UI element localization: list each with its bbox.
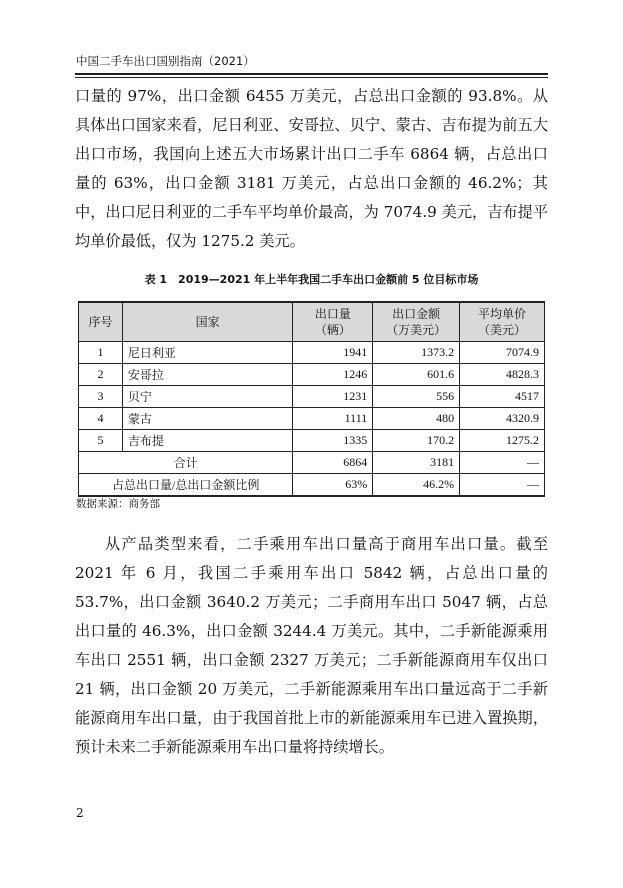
total-unit-price: — <box>460 452 545 474</box>
total-label: 合计 <box>79 452 293 474</box>
share-amount: 46.2% <box>373 474 460 497</box>
share-label: 占总出口量/总出口金额比例 <box>79 474 293 497</box>
row-volume: 1941 <box>293 342 373 364</box>
table-row <box>79 364 545 386</box>
header-amount-line1: 出口金额 <box>392 307 441 321</box>
row-amount: 556 <box>373 386 460 408</box>
body-paragraph-1: 口量的 97%，出口金额 6455 万美元，占总出口金额的 93.8%。从具体出口国家来看，尼日利亚、安哥拉、贝宁、蒙古、吉布提为前五大出口市场，我国向上述五大市场累计出口二手车 6864 辆，占总出口量的 63%，出口金额 3181 万美元，占总出口金额的 46.2%；其中，出口尼日利亚的二手车平均单价最高，为 7074.9 美元，吉布提平均单价最低，仅为 1275.2 美元。 <box>75 87 548 250</box>
row-index: 4 <box>79 408 123 430</box>
row-volume: 1111 <box>293 408 373 430</box>
page-number: 2 <box>76 806 84 820</box>
header-rule-thick <box>75 73 548 75</box>
row-amount: 170.2 <box>373 430 460 452</box>
row-country: 尼日利亚 <box>122 342 292 364</box>
header-index: 序号 <box>79 302 123 342</box>
row-amount: 1373.2 <box>373 342 460 364</box>
row-country: 安哥拉 <box>122 364 292 386</box>
total-volume: 6864 <box>293 452 373 474</box>
row-index: 3 <box>79 386 123 408</box>
row-unit-price: 4828.3 <box>460 364 545 386</box>
row-volume: 1246 <box>293 364 373 386</box>
row-volume: 1335 <box>293 430 373 452</box>
total-amount: 3181 <box>373 452 460 474</box>
row-index: 1 <box>79 342 123 364</box>
header-volume-line1: 出口量 <box>314 307 351 321</box>
row-index: 5 <box>79 430 123 452</box>
data-source-note: 数据来源：商务部 <box>76 498 160 510</box>
export-markets-table <box>78 301 545 497</box>
row-index: 2 <box>79 364 123 386</box>
table-caption: 表 1 2019—2021 年上半年我国二手车出口金额前 5 位目标市场 <box>144 273 479 286</box>
table-row <box>79 408 545 430</box>
table-row <box>79 342 545 364</box>
row-unit-price: 7074.9 <box>460 342 545 364</box>
table-row <box>79 386 545 408</box>
body-paragraph-2: 从产品类型来看，二手乘用车出口量高于商用车出口量。截至 2021 年 6 月，我国二手乘用车出口 5842 辆，占总出口量的 53.7%，出口金额 3640.2 万美元；二手商用车出口 5047 辆，占总出口量的 46.3%，出口金额 3244.4 万美元。其中，二手新能源乘用车出口 2551 辆，出口金额 2327 万美元；二手新能源商用车仅出口 21 辆，出口金额 20 万美元，二手新能源乘用车出口量远高于二手新能源商用车出口量，由于我国首批上市的新能源乘用车已进入置换期，预计未来二手新能源乘用车出口量将持续增长。 <box>75 535 548 756</box>
row-unit-price: 1275.2 <box>460 430 545 452</box>
row-country: 蒙古 <box>122 408 292 430</box>
table-total-row <box>79 452 545 474</box>
share-unit-price: — <box>460 474 545 497</box>
table-share-row <box>79 474 545 497</box>
header-amount <box>373 302 460 342</box>
header-volume <box>293 302 373 342</box>
header-country: 国家 <box>122 302 292 342</box>
running-title: 中国二手车出口国别指南（2021） <box>76 54 255 68</box>
header-rule-thin <box>75 77 548 78</box>
row-amount: 601.6 <box>373 364 460 386</box>
row-unit-price: 4517 <box>460 386 545 408</box>
header-unit-price <box>460 302 545 342</box>
row-volume: 1231 <box>293 386 373 408</box>
header-unit-price-line1: 平均单价 <box>478 307 527 321</box>
row-country: 吉布提 <box>122 430 292 452</box>
header-volume-line2: （辆） <box>314 323 351 337</box>
header-unit-price-line2: （美元） <box>478 323 527 337</box>
share-volume: 63% <box>293 474 373 497</box>
table-header-row <box>79 302 545 342</box>
header-amount-line2: （万美元） <box>386 323 447 337</box>
row-country: 贝宁 <box>122 386 292 408</box>
table-row <box>79 430 545 452</box>
row-amount: 480 <box>373 408 460 430</box>
row-unit-price: 4320.9 <box>460 408 545 430</box>
